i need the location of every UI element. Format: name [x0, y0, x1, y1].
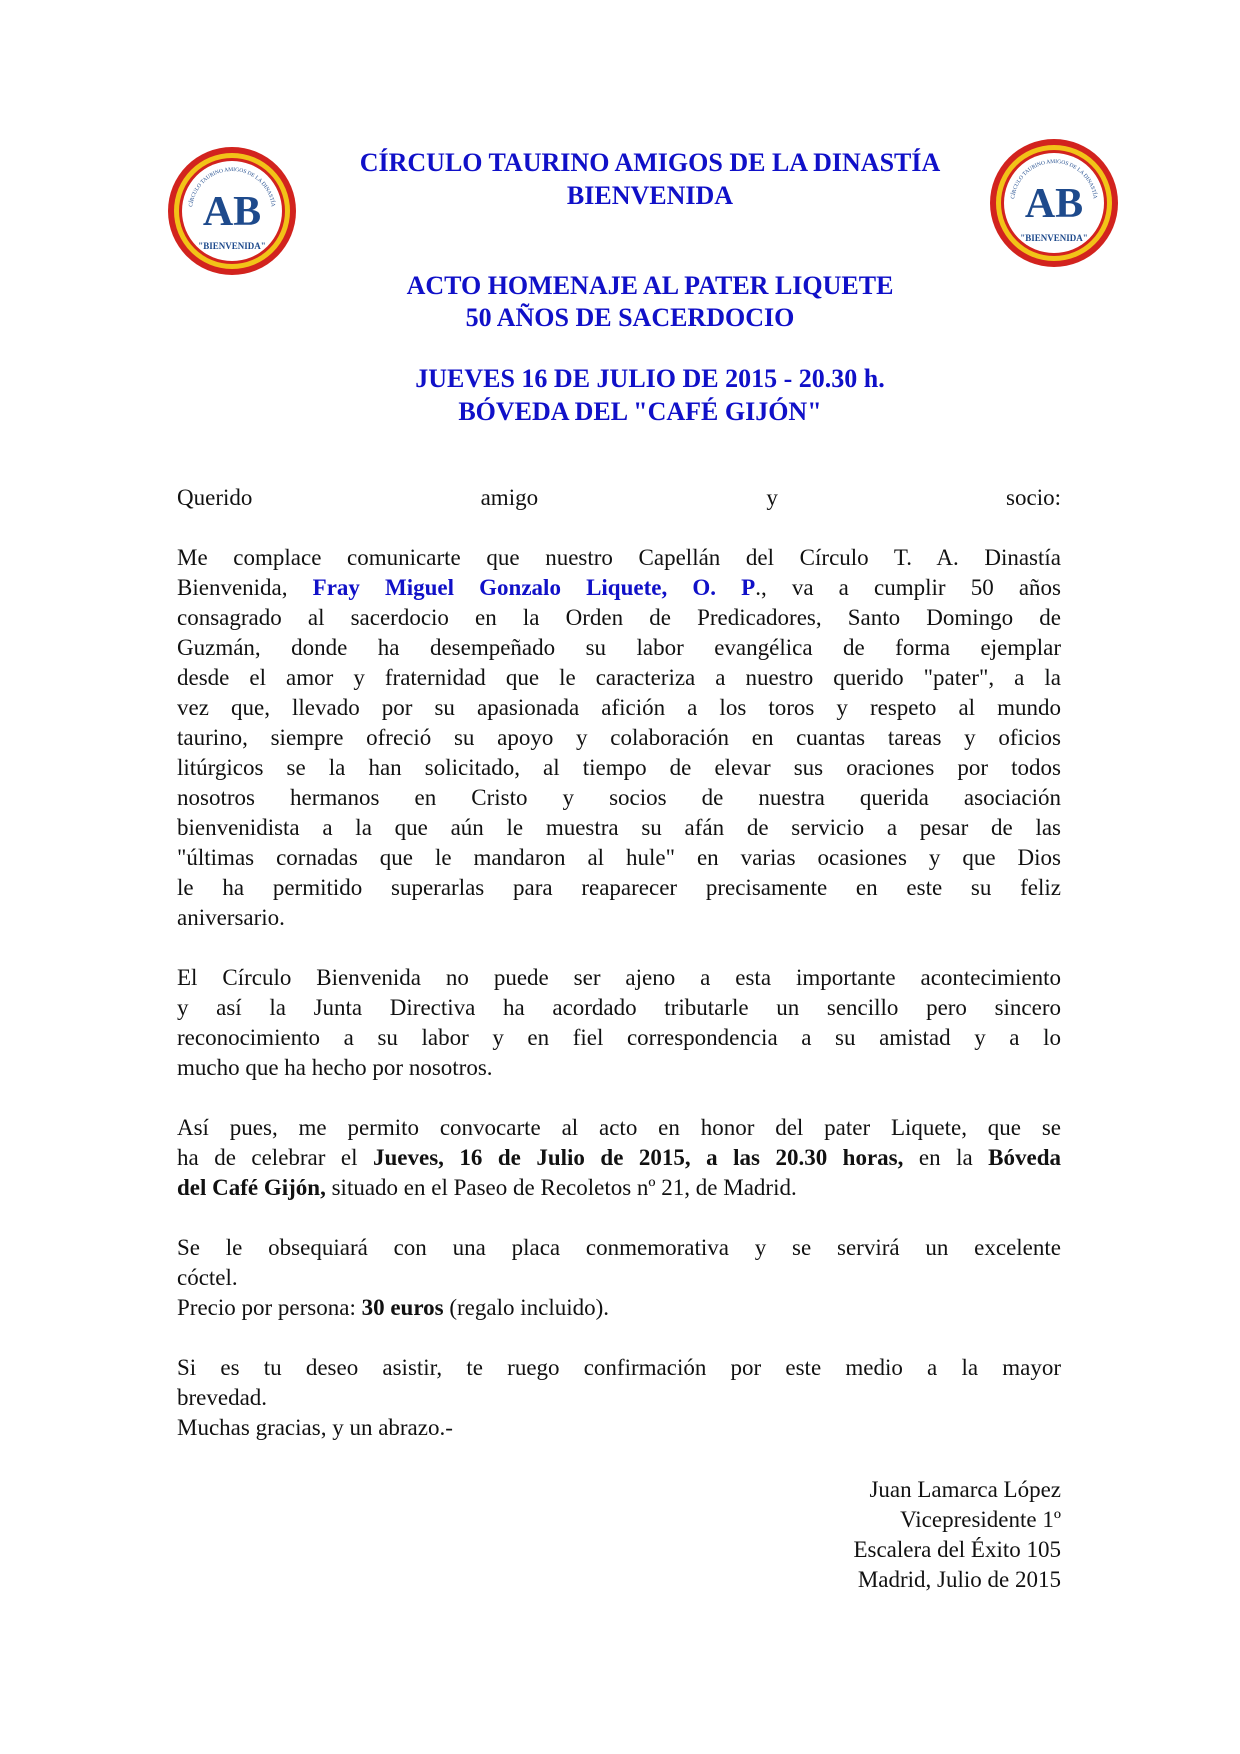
greeting-word: socio:	[1006, 485, 1061, 510]
text-line: litúrgicos se la han solicitado, al tiempo de elevar sus oraciones por todos	[177, 755, 1061, 780]
logo-monogram: AB	[1024, 181, 1084, 227]
greeting	[177, 483, 1061, 513]
text-line: cóctel.	[177, 1265, 238, 1290]
text-line: desde el amor y fraternidad que le caracteriza a nuestro querido "pater", a la	[177, 665, 1061, 690]
greeting-word: amigo	[480, 485, 539, 510]
text-line: reconocimiento a su labor y en fiel correspondencia a su amistad y a lo	[177, 1025, 1061, 1050]
event-date: JUEVES 16 DE JULIO DE 2015 - 20.30 h.	[415, 364, 885, 393]
paragraph-2	[177, 963, 1061, 1083]
text-line: Me complace comunicarte que nuestro Capellán del Círculo T. A. Dinastía	[177, 545, 1061, 570]
venue-name-part1: Bóveda	[988, 1145, 1061, 1170]
text-line: y así la Junta Directiva ha acordado tributarle un sencillo pero sincero	[177, 995, 1061, 1020]
event-title-line2: 50 AÑOS DE SACERDOCIO	[465, 303, 795, 332]
text-line: bienvenidista a la que aún le muestra su afán de servicio a pesar de las	[177, 815, 1061, 840]
price-amount: 30 euros	[361, 1295, 444, 1320]
signer-title: Vicepresidente 1º	[900, 1507, 1061, 1532]
text-run: Bienvenida,	[177, 575, 313, 600]
logo-caption: "BIENVENIDA"	[198, 241, 266, 251]
closing-line: Muchas gracias, y un abrazo.-	[177, 1415, 453, 1440]
text-line: le ha permitido superarlas para reaparecer precisamente en este su feliz	[177, 875, 1061, 900]
signer-name: Juan Lamarca López	[869, 1477, 1061, 1502]
text-line: Se le obsequiará con una placa conmemorativa y se servirá un excelente	[177, 1235, 1061, 1260]
paragraph-3	[177, 1113, 1061, 1203]
text-line: El Círculo Bienvenida no puede ser ajeno a esta importante acontecimiento	[177, 965, 1061, 990]
paragraph-4	[177, 1233, 1061, 1323]
text-run: en la	[903, 1145, 989, 1170]
paragraph-5	[177, 1353, 1061, 1443]
org-name-line2: BIENVENIDA	[566, 181, 734, 210]
text-run: situado en el Paseo de Recoletos nº 21, de Madrid.	[325, 1175, 797, 1200]
venue-name-part2: del Café Gijón,	[177, 1175, 326, 1200]
signature-block	[640, 1475, 1061, 1595]
logo-monogram: AB	[202, 189, 262, 235]
greeting-word: y	[766, 485, 778, 510]
text-line: nosotros hermanos en Cristo y socios de nuestra querida asociación	[177, 785, 1061, 810]
text-line	[177, 573, 1061, 603]
text-line: taurino, siempre ofreció su apoyo y colaboración en cuantas tareas y oficios	[177, 725, 1061, 750]
text-run: ha de celebrar el	[177, 1145, 373, 1170]
event-title-line1: ACTO HOMENAJE AL PATER LIQUETE	[406, 271, 894, 300]
greeting-word: Querido	[177, 485, 253, 510]
text-line	[177, 1143, 1061, 1173]
text-line: Así pues, me permito convocarte al acto en honor del pater Liquete, que se	[177, 1115, 1061, 1140]
logo-ring-text: CÍRCULO TAURINO AMIGOS DE LA DINASTÍA	[1010, 158, 1098, 200]
text-line: mucho que ha hecho por nosotros.	[177, 1055, 493, 1080]
text-run: (regalo incluido).	[443, 1295, 610, 1320]
text-line: aniversario.	[177, 905, 285, 930]
logo-ring-text: CÍRCULO TAURINO AMIGOS DE LA DINASTÍA	[188, 166, 276, 208]
text-run: Precio por persona:	[177, 1295, 362, 1320]
paragraph-1	[177, 543, 1061, 933]
letter-body	[177, 483, 1061, 1473]
text-line: Guzmán, donde ha desempeñado su labor evangélica de forma ejemplar	[177, 635, 1061, 660]
event-datetime: Jueves, 16 de Julio de 2015, a las 20.30 horas,	[373, 1145, 904, 1170]
chaplain-name: Fray Miguel Gonzalo Liquete, O. P	[312, 575, 756, 600]
price-line	[177, 1293, 1061, 1323]
event-venue: BÓVEDA DEL "CAFÉ GIJÓN"	[458, 397, 822, 426]
text-run: ., va a cumplir 50 años	[755, 575, 1061, 600]
signer-address: Escalera del Éxito 105	[853, 1537, 1061, 1562]
org-name-line1: CÍRCULO TAURINO AMIGOS DE LA DINASTÍA	[359, 148, 941, 177]
place-date: Madrid, Julio de 2015	[857, 1567, 1061, 1592]
text-line: "últimas cornadas que le mandaron al hule" en varias ocasiones y que Dios	[177, 845, 1061, 870]
text-line: consagrado al sacerdocio en la Orden de Predicadores, Santo Domingo de	[177, 605, 1061, 630]
text-line: Si es tu deseo asistir, te ruego confirmación por este medio a la mayor	[177, 1355, 1061, 1380]
text-line: brevedad.	[177, 1385, 268, 1410]
text-line	[177, 1173, 1061, 1203]
text-line: vez que, llevado por su apasionada afición a los toros y respeto al mundo	[177, 695, 1061, 720]
logo-caption: "BIENVENIDA"	[1020, 233, 1088, 243]
